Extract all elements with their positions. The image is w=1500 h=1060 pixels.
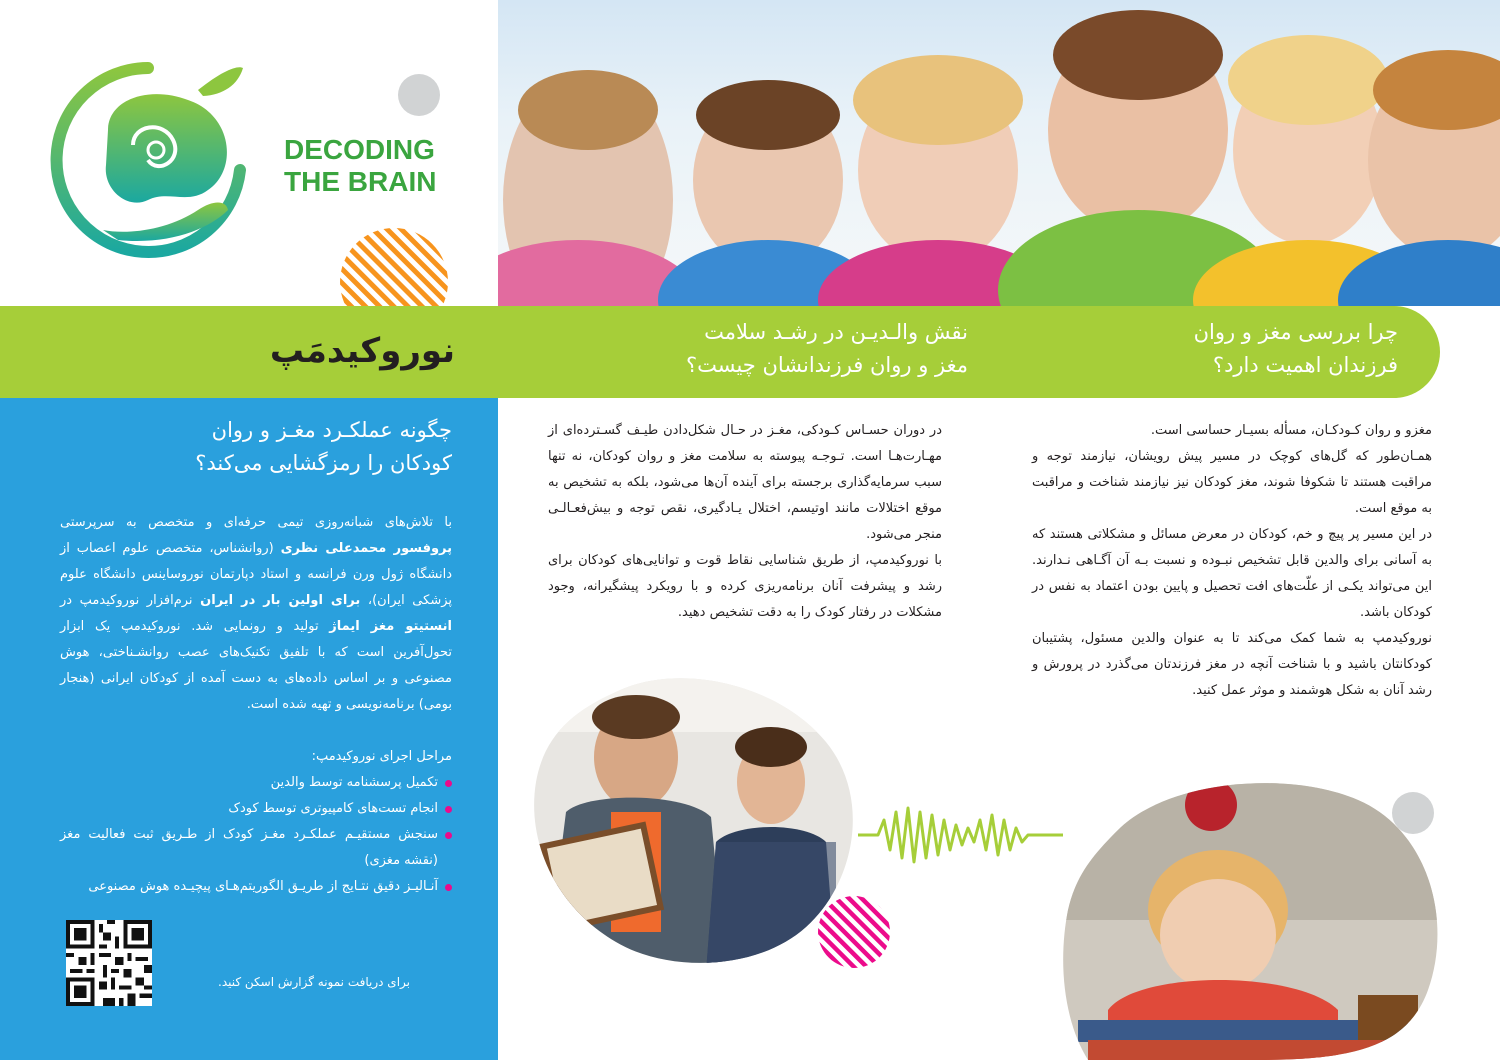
- paragraph: در این مسیر پر پیچ و خم، کودکان در معرض مسائل و مشکلاتی هستند که به آسانی برای والدین قابل تشخیص نبـوده و نسبت بـه آن آگـاهی نـدارند. این می‌تواند یکـی از علّت‌های افت تحصیل و پایین بودن اعتماد به نفس در کودکان باشد.: [1032, 527, 1432, 620]
- photo-child-with-apple: [1058, 770, 1444, 1060]
- bullet-icon: [445, 832, 452, 839]
- heading-right-line-1: چرا بررسی مغز و روان: [1193, 320, 1398, 344]
- paragraph: همـان‌طور که گل‌های کوچک در مسیر پیش رویشان، نیازمند توجه و مراقبت هستند تا شکوفا شوند، مغز کودکان نیز نیازمند شناخت و مراقبت به موقع است.: [1032, 449, 1432, 516]
- steps-title: مراحل اجرای نوروکیدمپ:: [311, 749, 452, 764]
- logo-line-1: DECODING: [284, 134, 435, 165]
- body-text-1: با تلاش‌های شبانه‌روزی تیمی حرفه‌ای و متخصص به سرپرستی: [60, 515, 452, 530]
- hero-photo-children: [498, 0, 1500, 306]
- right-column-text: [1032, 418, 1432, 704]
- product-name: نوروکیدمَپ: [269, 331, 455, 371]
- paragraph: در دوران حسـاس کـودکی، مغـز در حـال شکل‌دادن طیـف گسـترده‌ای از مهـارت‌هـا است. تـوجـه پیوسته به سلامت مغز و روان کودکان، نه تنها سبب سرمایه‌گذاری برجسته برای آینده آن‌ها می‌شود، بلکه به تشخیص به موقع اختلالات مانند اوتیسم، اختلال یـادگیری، نقص توجه و بیش‌فعـالـی منجر می‌شود.: [548, 423, 942, 542]
- paragraph: نوروکیدمپ به شما کمک می‌کند تا به عنوان والدین مسئول، پشتیبان کودکانتان باشید و با شناخت آنچه در مغز فرزندتان می‌گذرد در پرورش و رشد آنان به شکل هوشمند و موثر عمل کنید.: [1032, 631, 1432, 698]
- step-label: انجام تست‌های کامپیوتری توسط کودک: [228, 801, 438, 816]
- heading-right-line-2: فرزندان اهمیت دارد؟: [1212, 353, 1398, 377]
- step-label: آنـالیـز دقیق نتـایج از طریـق الگوریتم‌هـای پیچیـده هوش مصنوعی: [88, 879, 438, 894]
- step-label: تکمیل پرسشنامه توسط والدین: [270, 775, 438, 790]
- heading-why-important: [1100, 316, 1398, 382]
- magenta-striped-circle: [818, 896, 890, 968]
- heading-mid-line-2: مغز و روان فرزندانشان چیست؟: [685, 353, 968, 377]
- logo-line-2: THE BRAIN: [284, 166, 437, 197]
- list-item: [60, 874, 452, 900]
- grey-dot-decoration: [398, 74, 440, 116]
- blue-heading-line-2: کودکان را رمزگشایی می‌کند؟: [195, 451, 452, 475]
- qr-code[interactable]: [66, 920, 152, 1006]
- list-item: [60, 770, 452, 796]
- body-text-2: (روانشناس، متخصص علوم اعصاب از دانشگاه ژول ورن فرانسه و استاد دپارتمان نوروساینس دانشگاه علوم پزشکی ایران)،: [60, 541, 452, 608]
- orange-striped-circle: [338, 226, 450, 306]
- bullet-icon: [445, 806, 452, 813]
- body-professor-name: پروفسور محمدعلی نظری: [280, 541, 453, 556]
- body-institute: انستیتو مغز ایماژ: [329, 619, 452, 634]
- list-item: [60, 822, 452, 874]
- paragraph: مغزو و روان کـودکـان، مسأله بسیـار حساسی است.: [1150, 423, 1432, 438]
- bullet-icon: [445, 884, 452, 891]
- qr-caption: برای دریافت نمونه گزارش اسکن کنید.: [218, 975, 410, 989]
- logo-title: [284, 134, 484, 198]
- middle-column-text: [548, 418, 942, 626]
- list-item: [60, 796, 452, 822]
- blue-panel-heading: [60, 414, 452, 480]
- step-label: سنجش مستقیـم عملکـرد مغـز کودک از طـریق ثبت فعالیت مغز (نقشه مغزی): [60, 827, 438, 868]
- bullet-icon: [445, 780, 452, 787]
- body-text-3: نرم‌افزار نوروکیدمپ در: [60, 593, 193, 608]
- wave-line-icon: [858, 800, 1063, 870]
- steps-list: [60, 770, 452, 900]
- body-first-time: برای اولین بار در ایران: [200, 593, 361, 608]
- blue-panel-body: [60, 510, 452, 718]
- body-text-4: تولید و رونمایی شد. نوروکیدمپ یک ابزار تحول‌آفرین است که با تلفیق تکنیک‌های عصب روانشـناختی، هوش مصنوعی و بر اساس داده‌های به دست آمده از کودکان ایرانی (هنجار بومی) برنامه‌نویسی و تهیه شده است.: [60, 619, 452, 712]
- photo-father-son: [526, 672, 856, 972]
- heading-mid-line-1: نقش والـدیـن در رشـد سلامت: [704, 320, 968, 344]
- blue-heading-line-1: چگونه عملکـرد مغـز و روان: [211, 418, 452, 442]
- brain-in-hand-logo: [48, 60, 268, 260]
- paragraph: با نوروکیدمپ، از طریق شناسایی نقاط قوت و توانایی‌های کودکان برای رشد و پیشرفت آنان برنامه‌ریزی کرده و با رویکرد پیشگیرانه، وجود مشکلات در رفتار کودک را به دقت تشخیص دهید.: [548, 553, 942, 620]
- heading-parents-role: [610, 316, 968, 382]
